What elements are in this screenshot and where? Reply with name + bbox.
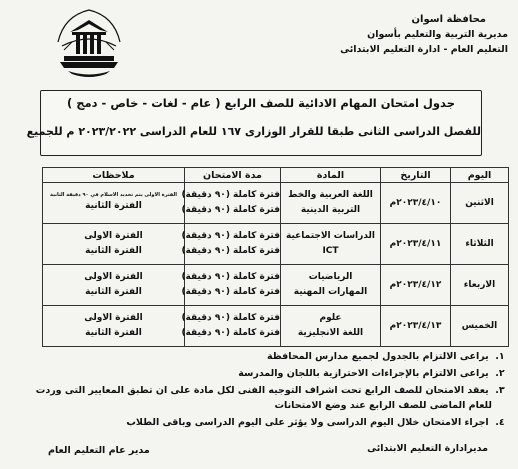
document-title: جدول امتحان المهام الادائية للصف الرابع ( عام - لغات - خاص - دمج ) [66, 96, 455, 110]
cell-notes [43, 306, 185, 347]
instruction-number: ٣. [495, 385, 505, 396]
instruction-continuation: للعام الماضى للصف الرابع عند وضع الامتحانات [274, 400, 492, 411]
duration-second: فترة كاملة (٩٠ دقيقة) [181, 205, 280, 215]
table-row [43, 224, 509, 265]
cell-notes [43, 183, 185, 224]
cell-subject [281, 265, 381, 306]
directorate-name: مديرية التربية والتعليم بأسوان [367, 29, 508, 40]
table-row [43, 306, 509, 347]
cell-subject [281, 183, 381, 224]
cell-date: ٢٠٢٣/٤/١٣م [381, 306, 451, 347]
cell-notes [43, 265, 185, 306]
cell-day: الخميس [451, 306, 509, 347]
header-subject: المادة [281, 168, 381, 183]
duration-first: فترة كاملة (٩٠ دقيقة) [181, 272, 280, 282]
instruction-text: اجراء الامتحان خلال اليوم الدراسى ولا يؤثر على اليوم الدراسى وباقى الطلاب [126, 417, 489, 428]
cell-date: ٢٠٢٣/٤/١١م [381, 224, 451, 265]
subject-second: التربية الدينية [300, 205, 361, 215]
cell-subject [281, 224, 381, 265]
cell-day: الاربعاء [451, 265, 509, 306]
duration-second: فترة كاملة (٩٠ دقيقة) [181, 287, 280, 297]
header-day: اليوم [451, 168, 509, 183]
general-director-signature: مدير عام التعليم العام [48, 445, 150, 456]
primary-director-signature: مديرادارة التعليم الابتدائى [367, 443, 488, 454]
instruction-text: يراعى الالتزام بالإجراءات الاحترازية باللجان والمدرسة [238, 368, 489, 379]
governorate-name: محافظة اسوان [411, 14, 486, 25]
subject-second: ICT [322, 246, 339, 256]
header-block [298, 12, 508, 57]
governorate-emblem-icon [50, 2, 128, 82]
cell-duration [181, 306, 281, 347]
note-second: الفترة الثانية [85, 246, 142, 256]
cell-day: الثلاثاء [451, 224, 509, 265]
instruction-text: يعقد الامتحان للصف الرابع تحت اشراف التوجيه الفنى لكل مادة على ان تطبق المعايير التى وردت [35, 385, 489, 396]
cell-date: ٢٠٢٣/٤/١٢م [381, 265, 451, 306]
table-row [43, 183, 509, 224]
title-box [26, 90, 482, 156]
note-first: الفترة الاولى [84, 272, 143, 282]
instruction-item [38, 415, 508, 430]
table-header-row [43, 168, 509, 183]
instruction-number: ١. [495, 351, 505, 362]
note-second: الفترة الثانية [85, 201, 142, 211]
subject-first: الدراسات الاجتماعية [286, 231, 375, 241]
cell-duration [181, 224, 281, 265]
subject-first: علوم [319, 313, 342, 323]
note-second: الفترة الثانية [85, 287, 142, 297]
cell-date: ٢٠٢٣/٤/١٠م [381, 183, 451, 224]
duration-first: فترة كاملة (٩٠ دقيقة) [181, 313, 280, 323]
duration-second: فترة كاملة (٩٠ دقيقة) [181, 246, 280, 256]
document-subtitle: للفصل الدراسى الثانى طبقا للقرار الوزارى ١٦٧ للعام الدراسى ٢٠٢٣/٢٠٢٢ م للجميع [26, 125, 481, 138]
header-duration: مدة الامتحان [185, 168, 281, 183]
note-second: الفترة الثانية [85, 328, 142, 338]
cell-duration [181, 265, 281, 306]
instruction-item [38, 349, 508, 364]
instruction-number: ٢. [495, 368, 505, 379]
instruction-item [35, 383, 508, 413]
note-first: الفترة الاولى [84, 313, 143, 323]
note-small-print: الفترة الاولى يتم تحديد الاسلام في ٩٠ دقيقة الثانية [50, 192, 177, 198]
cell-subject [281, 306, 381, 347]
department-name: التعليم العام - ادارة التعليم الابتدائى [340, 44, 508, 55]
table-row [43, 265, 509, 306]
duration-first: فترة كاملة (٩٠ دقيقة) [181, 190, 280, 200]
subject-first: اللغة العربية والخط [288, 190, 373, 200]
cell-notes [43, 224, 185, 265]
instructions-list [35, 349, 508, 432]
cell-day: الاثنين [451, 183, 509, 224]
subject-second: اللغة الانجليزية [297, 328, 364, 338]
instruction-text: يراعى الالتزام بالجدول لجميع مدارس المحافظة [267, 351, 489, 362]
duration-second: فترة كاملة (٩٠ دقيقة) [181, 328, 280, 338]
header-date: التاريخ [381, 168, 451, 183]
instruction-item [38, 366, 508, 381]
exam-schedule-table [42, 167, 509, 347]
cell-duration [181, 183, 281, 224]
header-notes: ملاحظات [43, 168, 185, 183]
instruction-number: ٤. [495, 417, 505, 428]
note-first: الفترة الاولى [84, 231, 143, 241]
duration-first: فترة كاملة (٩٠ دقيقة) [181, 231, 280, 241]
subject-first: الرياضيات [308, 272, 353, 282]
subject-second: المهارات المهنية [293, 287, 368, 297]
